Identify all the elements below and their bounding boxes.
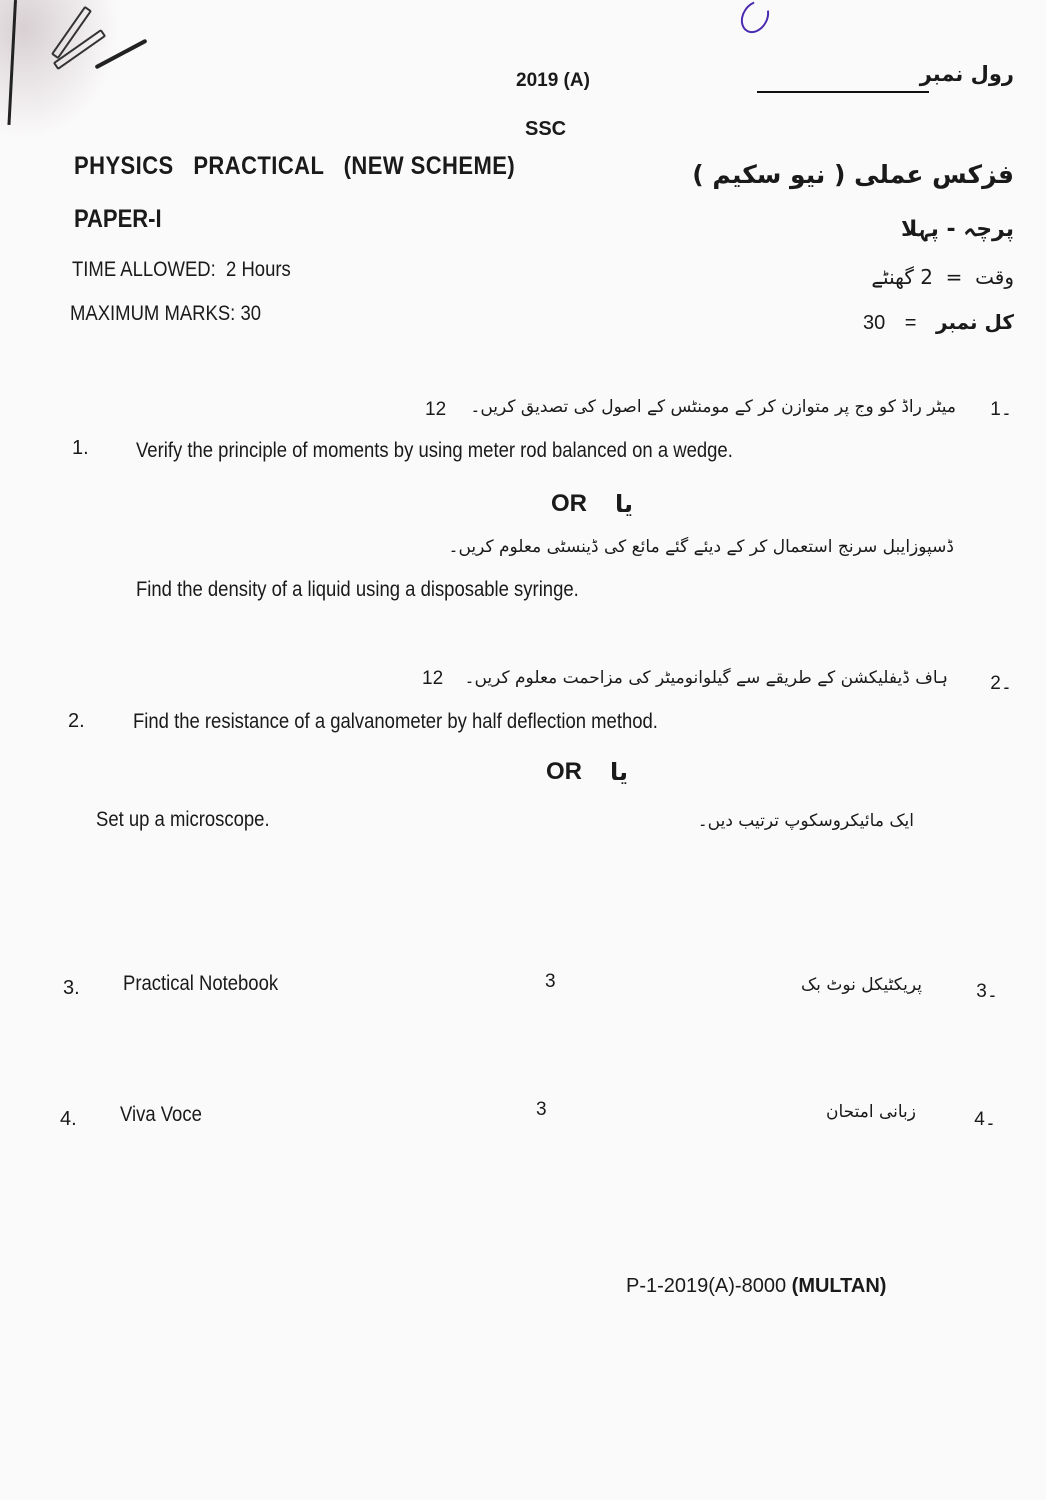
paper-code-number: P-1-2019(A)-8000 [626, 1275, 787, 1297]
question-number: 2. [68, 710, 85, 732]
roll-number-label: رول نمبر [919, 62, 1014, 86]
time-allowed [72, 258, 321, 282]
exam-level: SSC [525, 118, 567, 140]
or-label-urdu: یا [610, 758, 629, 786]
marks-label: MAXIMUM MARKS: [70, 302, 236, 325]
signature-mark [735, 0, 775, 38]
scan-stain [0, 0, 120, 140]
question-text-urdu: پریکٹیکل نوٹ بک [800, 975, 922, 995]
time-label: TIME ALLOWED: [72, 258, 216, 281]
question-text: Viva Voce [120, 1103, 202, 1126]
alternative-text: Find the density of a liquid using a disposable syringe. [136, 578, 579, 601]
question-text: Verify the principle of moments by using meter rod balanced on a wedge. [136, 439, 733, 462]
question-marks: 3 [545, 971, 556, 992]
paper-title: PHYSICS PRACTICAL (NEW SCHEME) [74, 152, 516, 180]
question-marks: 3 [536, 1099, 547, 1120]
or-label: OR [551, 490, 587, 517]
question-number: 1. [72, 437, 89, 459]
question-number: 3. [63, 977, 80, 999]
paper-number-urdu: پرچہ - پہلا [901, 217, 1014, 242]
question-number: 4. [60, 1108, 77, 1130]
question-marks: 12 [425, 399, 447, 420]
paper-region: (MULTAN) [791, 1275, 887, 1297]
question-number-urdu: 4۔ [974, 1109, 996, 1130]
time-allowed-urdu: وقت = 2 گھنٹے [871, 265, 1014, 289]
marks-label-urdu: کل نمبر [936, 310, 1014, 334]
exam-year: 2019 (A) [516, 70, 590, 91]
question-text: Find the resistance of a galvanometer by half deflection method. [133, 710, 658, 733]
paper-code [626, 1275, 886, 1298]
maximum-marks [70, 302, 287, 326]
time-value: 2 Hours [226, 258, 291, 281]
paper-title-urdu: فزکس عملی ( نیو سکیم ) [692, 160, 1014, 189]
question-number-urdu: 1۔ [990, 399, 1012, 420]
question-text-urdu: میٹر راڈ کو وج پر متوازن کر کے مومنٹس کے اصول کی تصدیق کریں۔ [470, 397, 956, 417]
question-text-urdu: زبانی امتحان [825, 1102, 916, 1122]
question-marks: 12 [422, 668, 444, 689]
alternative-text-urdu: ڈسپوزایبل سرنج استعمال کر کے دیئے گئے مائع کی ڈینسٹی معلوم کریں۔ [448, 537, 954, 557]
question-number-urdu: 2۔ [990, 673, 1012, 694]
or-label-urdu: یا [615, 490, 634, 518]
roll-number-field-line [757, 91, 929, 93]
question-number-urdu: 3۔ [976, 981, 998, 1002]
alternative-text: Set up a microscope. [96, 808, 270, 831]
maximum-marks-urdu: 30 = کل نمبر [862, 310, 1014, 334]
question-text-urdu: ہاف ڈیفلیکشن کے طریقے سے گیلوانومیٹر کی مزاحمت معلوم کریں۔ [464, 668, 948, 688]
marks-value: 30 [240, 302, 262, 325]
alternative-text-urdu: ایک مائیکروسکوپ ترتیب دیں۔ [697, 811, 914, 831]
question-text: Practical Notebook [123, 972, 279, 995]
or-label: OR [546, 758, 582, 785]
marks-value-urdu: 30 [862, 312, 886, 334]
paper-number: PAPER-I [74, 205, 162, 233]
